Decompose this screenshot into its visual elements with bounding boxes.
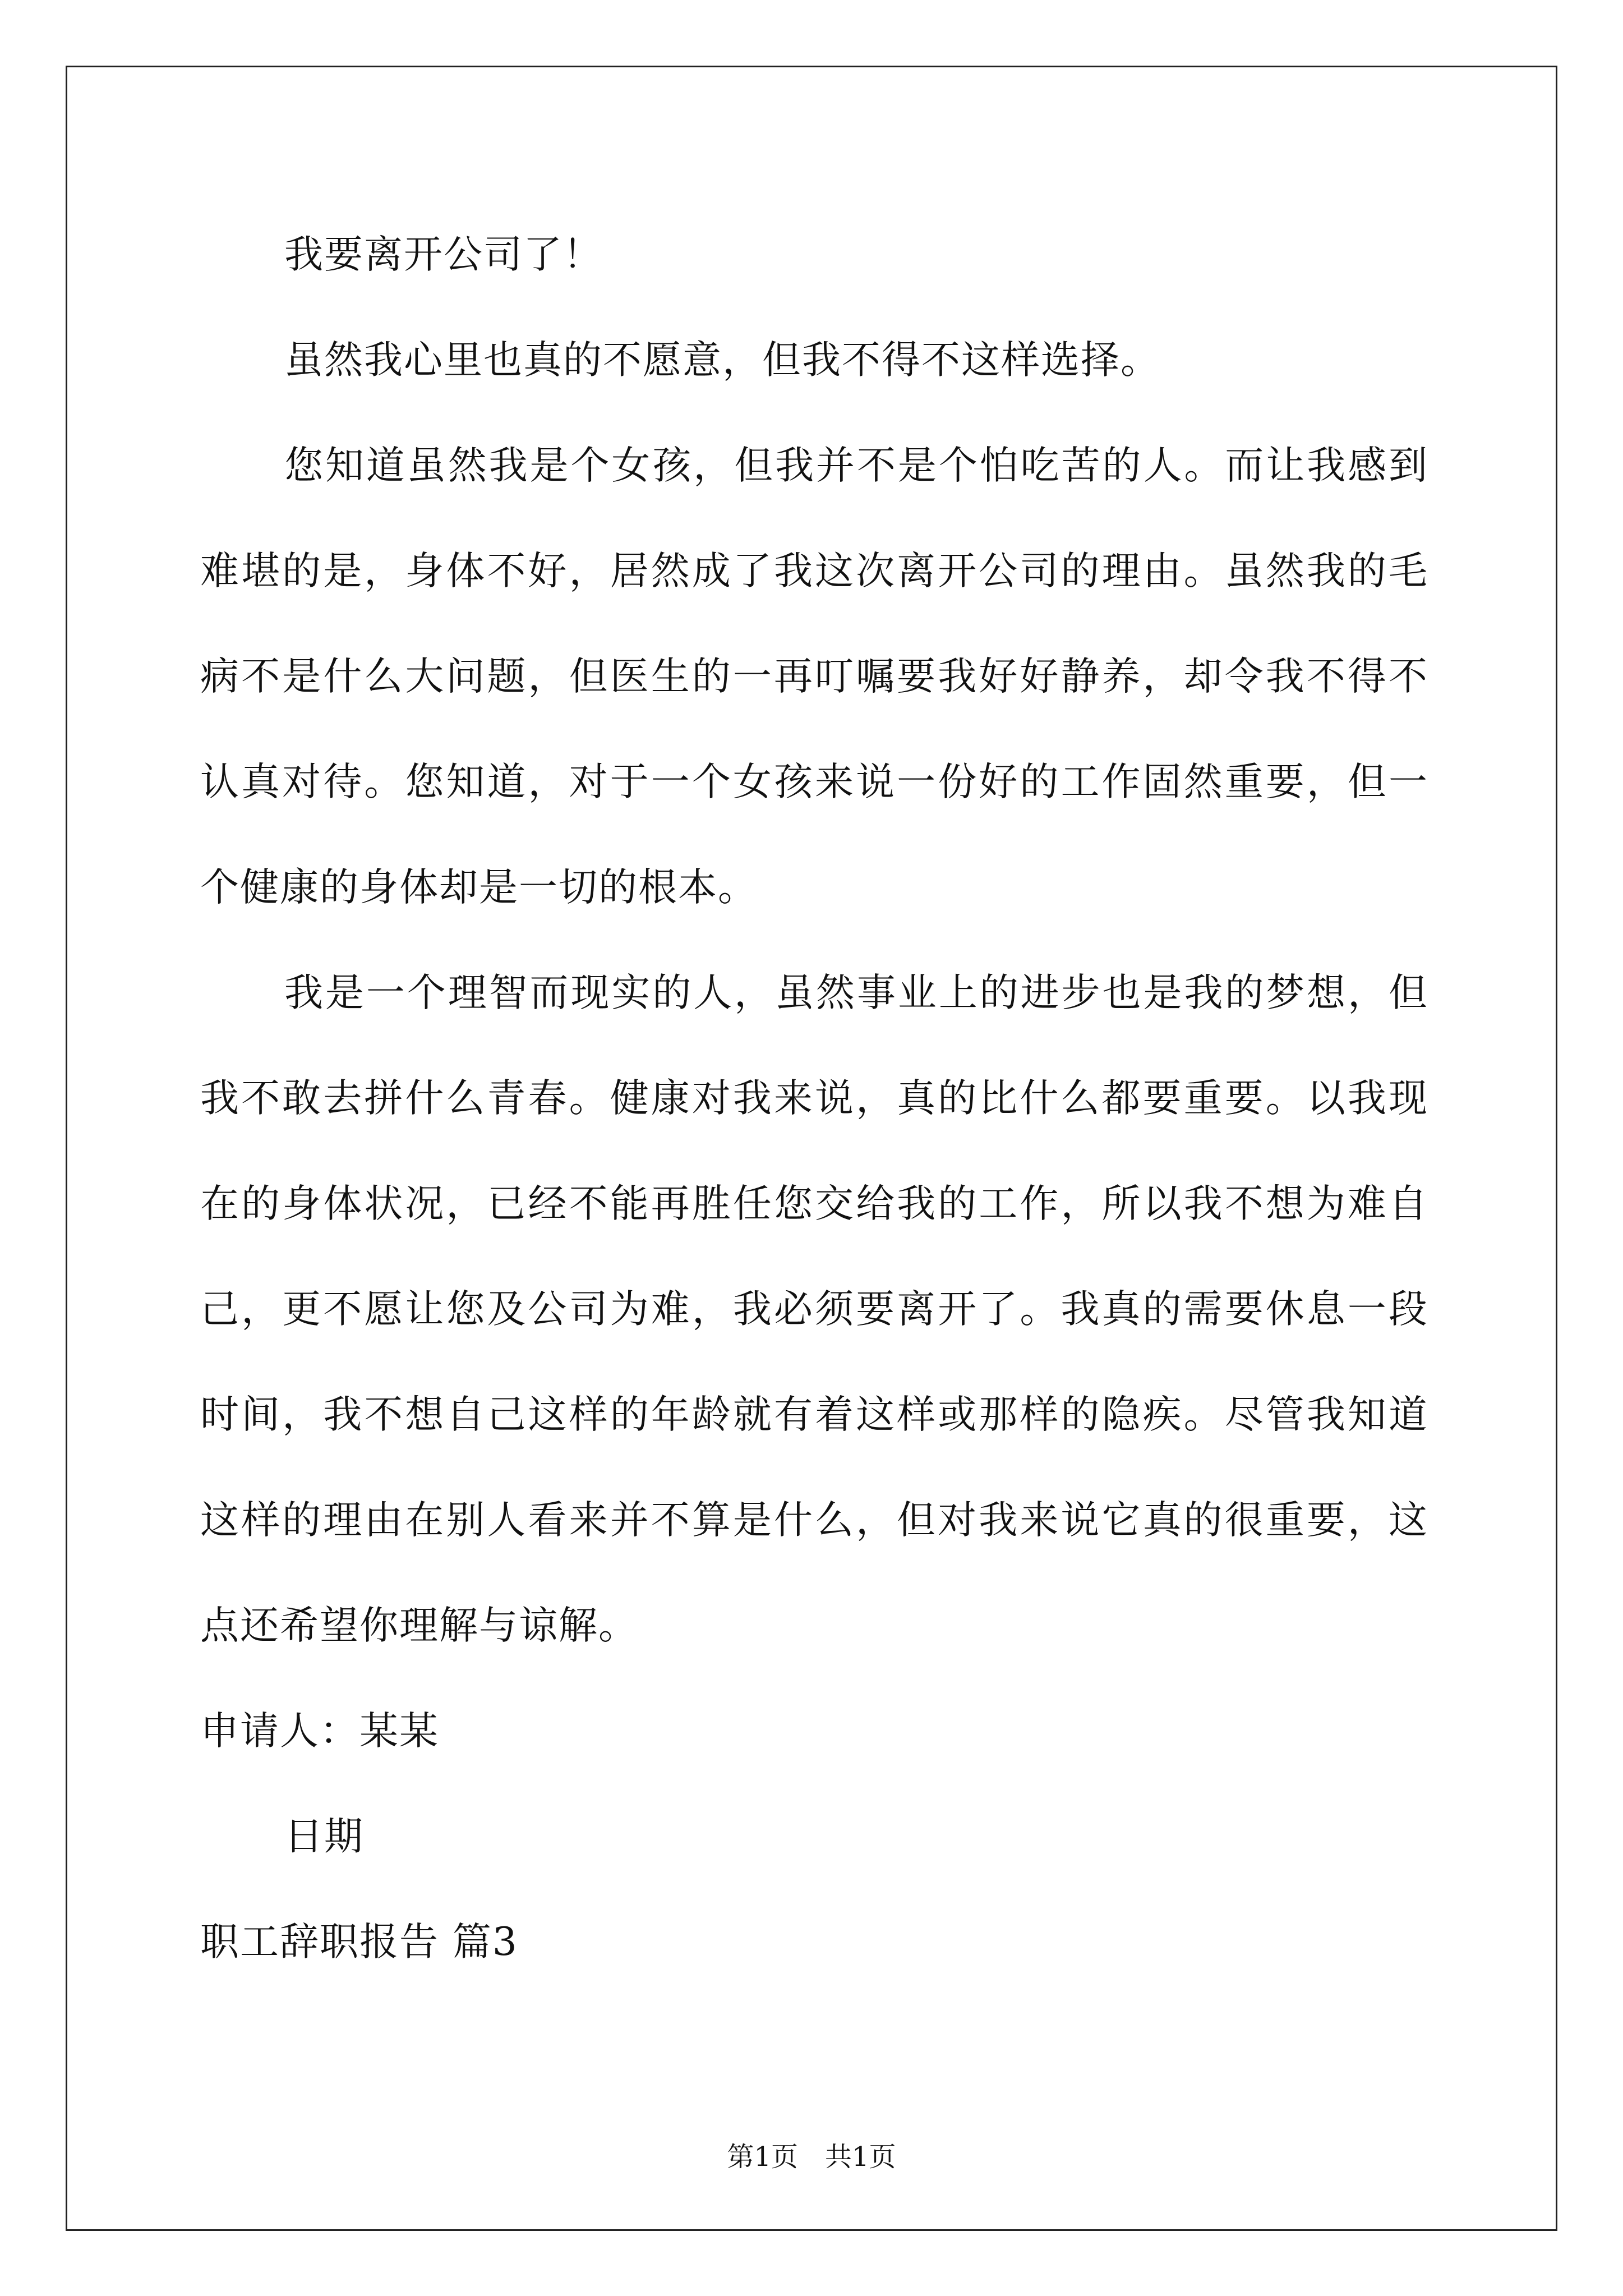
paragraph-health-reason: 您知道虽然我是个女孩，但我并不是个怕吃苦的人。而让我感到难堪的是，身体不好，居然成了我这次离开公司的理由。虽然我的毛病不是什么大问题，但医生的一再叮嘱要我好好静养，却令我不得不认真对待。您知道，对于一个女孩来说一份好的工作固然重要，但一个健康的身体却是一切的根本。 [200, 443, 1428, 910]
date-line: 日期 [284, 1814, 364, 1859]
paragraph-leaving: 我要离开公司了！ [284, 232, 603, 277]
paragraph-reluctant: 虽然我心里也真的不愿意，但我不得不这样选择。 [284, 338, 1160, 383]
paragraph-rational: 我是一个理智而现实的人，虽然事业上的进步也是我的梦想，但我不敢去拼什么青春。健康对我来说，真的比什么都要重要。以我现在的身体状况，已经不能再胜任您交给我的工作，所以我不想为难自己，更不愿让您及公司为难，我必须要离开了。我真的需要休息一段时间，我不想自己这样的年龄就有着这样或那样的隐疾。尽管我知道这样的理由在别人看来并不算是什么，但对我来说它真的很重要，这点还希望你理解与谅解。 [200, 970, 1428, 1648]
section-heading: 职工辞职报告 篇3 [200, 1920, 518, 1964]
applicant-line: 申请人：某某 [200, 1709, 439, 1754]
page-footer: 第1页 共1页 [727, 2141, 896, 2173]
document-body [200, 202, 1428, 1995]
